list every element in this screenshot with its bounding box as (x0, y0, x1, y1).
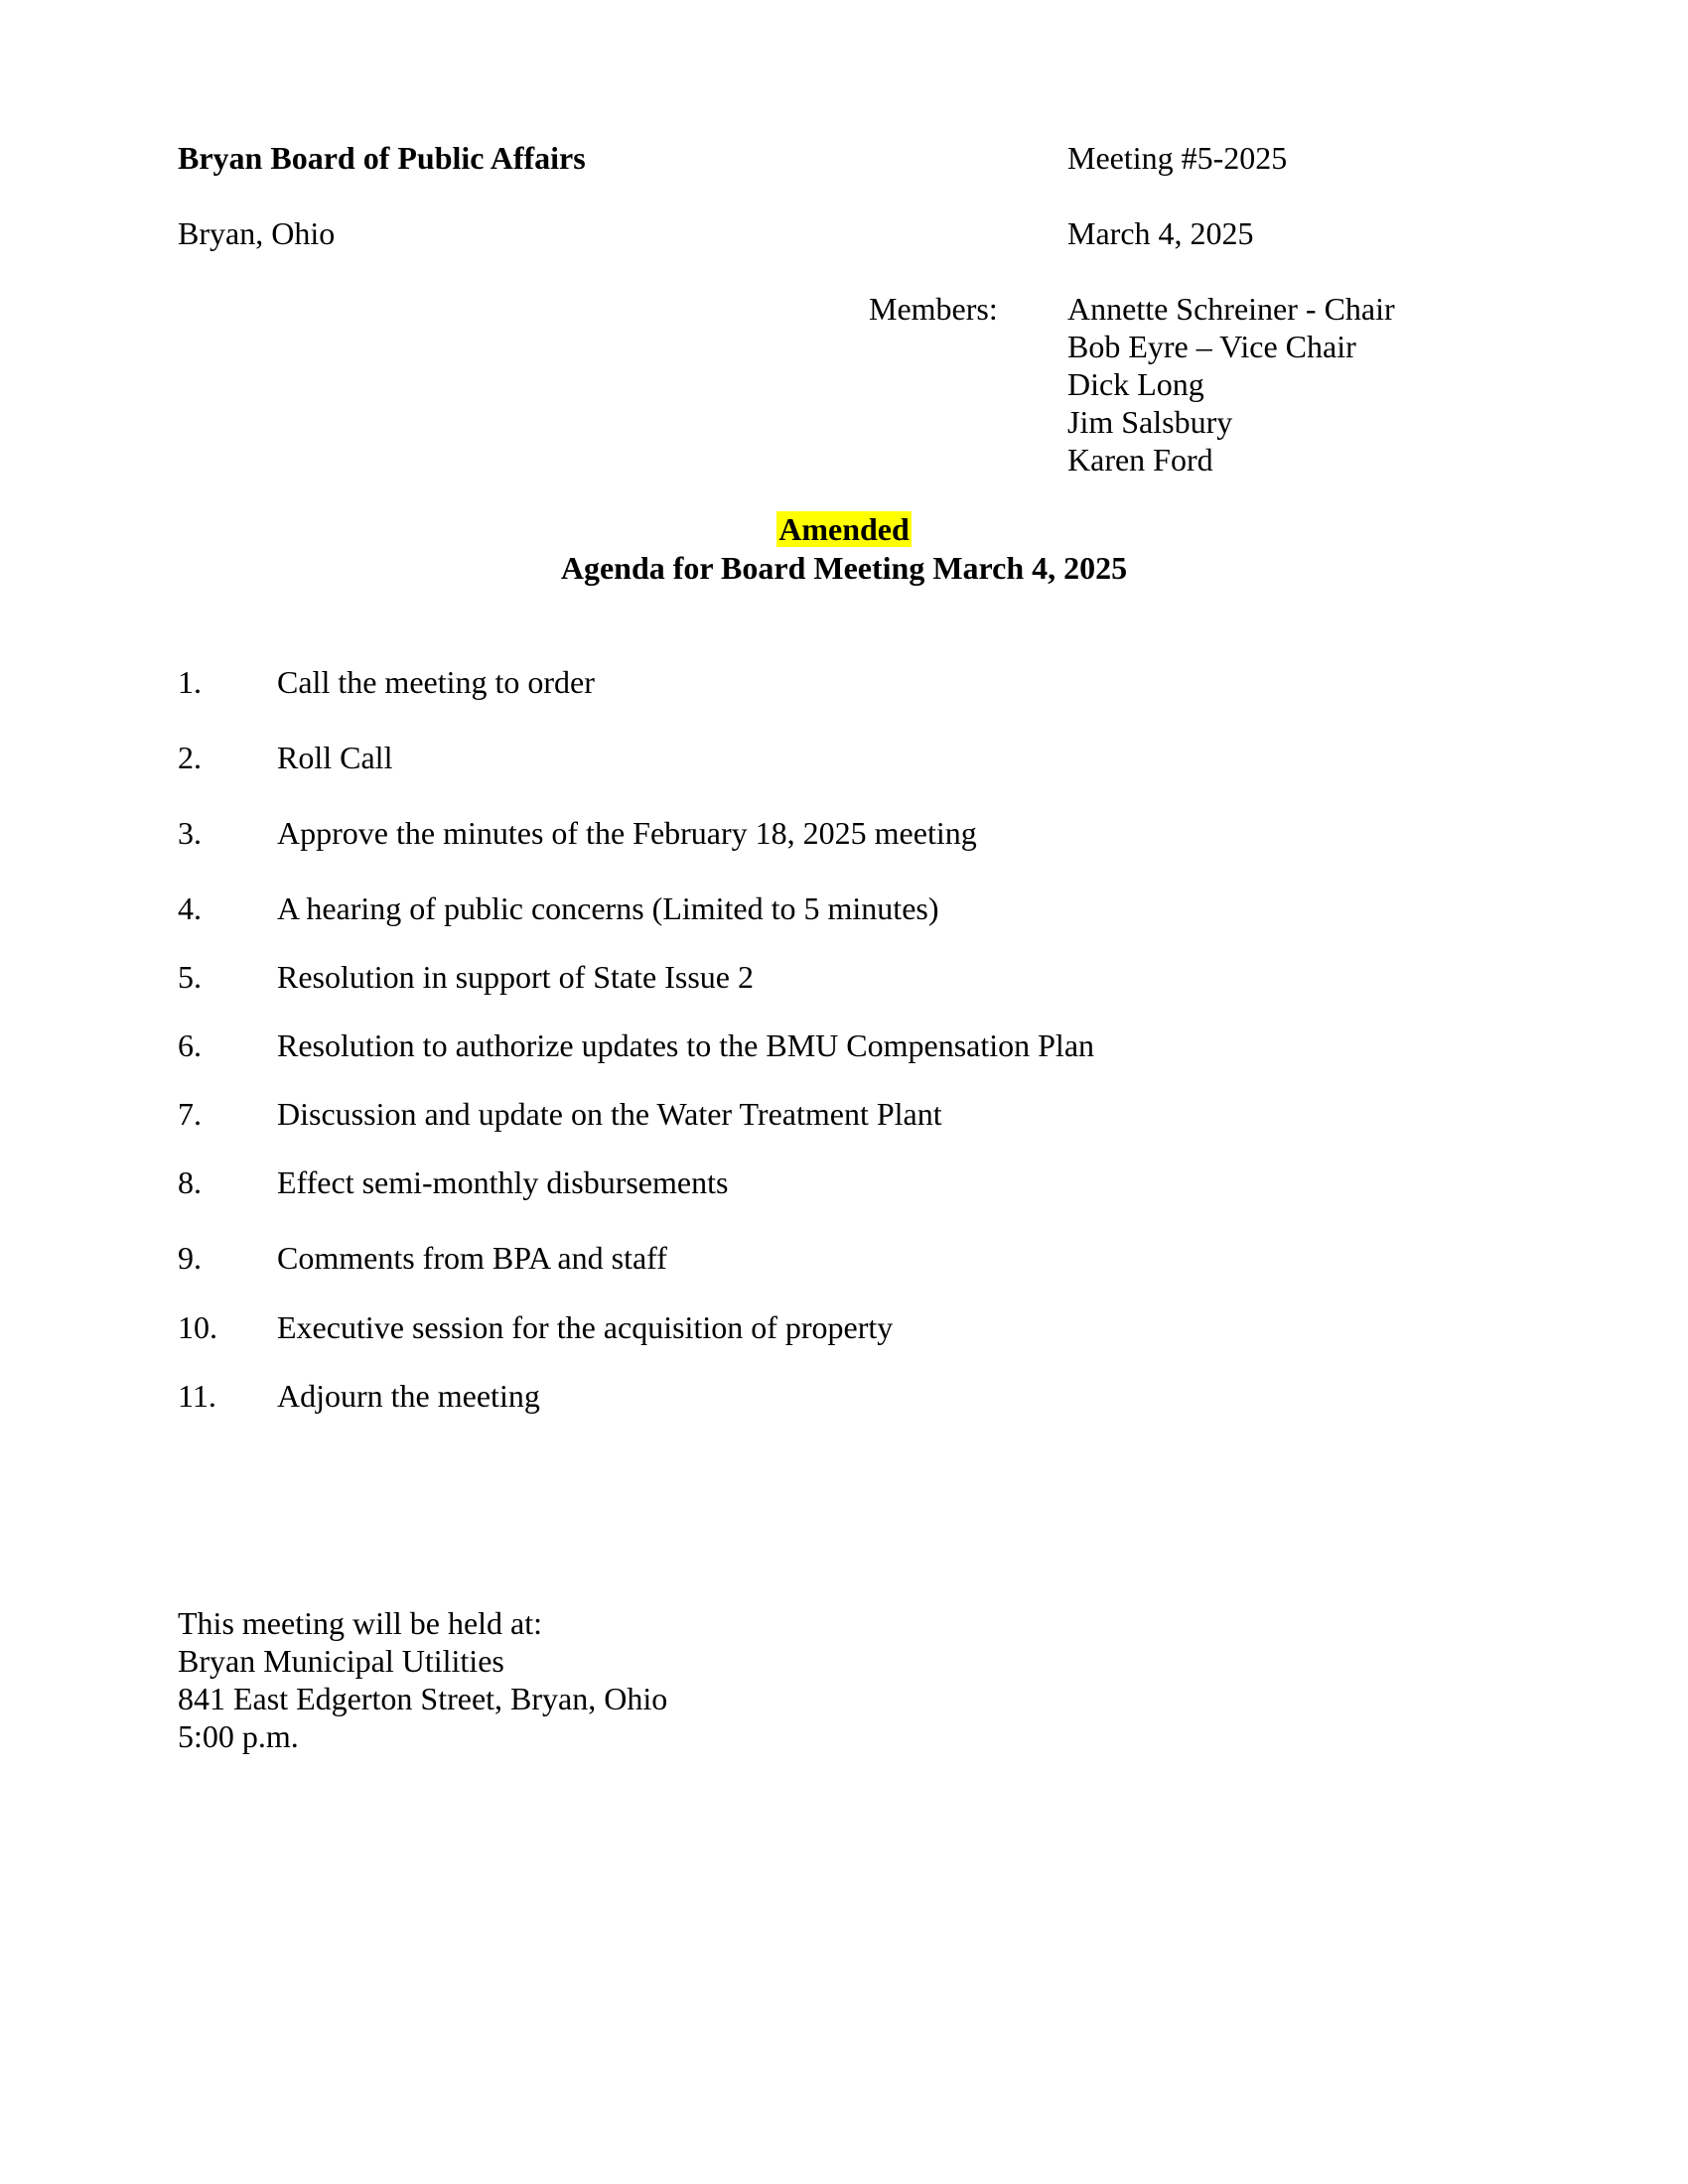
agenda-item (178, 814, 1469, 852)
agenda-title: Agenda for Board Meeting March 4, 2025 (560, 550, 1128, 586)
agenda-item-number: 8. (178, 1164, 202, 1200)
meeting-venue-block (178, 1604, 667, 1755)
agenda-item-number: 5. (178, 959, 202, 995)
agenda-item (178, 663, 1469, 701)
meeting-location: Bryan, Ohio (178, 215, 336, 251)
agenda-item-number: 6. (178, 1027, 202, 1063)
agenda-item (178, 1377, 1469, 1415)
agenda-item (178, 1308, 1469, 1346)
meeting-date: March 4, 2025 (1067, 215, 1254, 251)
agenda-item-number: 1. (178, 664, 202, 700)
agenda-item (178, 1026, 1469, 1064)
member-name: Annette Schreiner - Chair (1067, 291, 1395, 327)
venue-intro: This meeting will be held at: (178, 1605, 543, 1641)
agenda-item-number: 9. (178, 1240, 202, 1276)
agenda-item (178, 1239, 1469, 1277)
organization-name: Bryan Board of Public Affairs (178, 140, 586, 176)
agenda-item-text: Roll Call (277, 740, 393, 775)
member-name: Dick Long (1067, 366, 1204, 402)
agenda-item-number: 2. (178, 740, 202, 775)
agenda-item-text: Discussion and update on the Water Treatment Plant (277, 1096, 942, 1132)
agenda-item-text: Executive session for the acquisition of property (277, 1309, 894, 1345)
agenda-item-number: 3. (178, 815, 202, 851)
agenda-item (178, 889, 1469, 927)
agenda-item-number: 11. (178, 1378, 216, 1414)
agenda-item-number: 4. (178, 890, 202, 926)
agenda-item-text: Resolution in support of State Issue 2 (277, 959, 754, 995)
amended-highlight: Amended (778, 511, 910, 547)
member-name: Jim Salsbury (1067, 404, 1233, 440)
member-name: Karen Ford (1067, 442, 1213, 478)
agenda-item (178, 1163, 1469, 1201)
agenda-item-text: Approve the minutes of the February 18, 2025 meeting (277, 815, 977, 851)
venue-name: Bryan Municipal Utilities (178, 1643, 504, 1679)
meeting-time: 5:00 p.m. (178, 1718, 299, 1754)
agenda-item-number: 10. (178, 1309, 217, 1345)
agenda-item (178, 739, 1469, 776)
agenda-item-text: Call the meeting to order (277, 664, 595, 700)
venue-address: 841 East Edgerton Street, Bryan, Ohio (178, 1681, 668, 1716)
agenda-item-text: Resolution to authorize updates to the BMU Compensation Plan (277, 1027, 1095, 1063)
members-label: Members: (869, 291, 998, 327)
meeting-number: Meeting #5-2025 (1067, 140, 1288, 176)
member-name: Bob Eyre – Vice Chair (1067, 329, 1356, 364)
agenda-item (178, 1095, 1469, 1133)
members-list (1067, 290, 1395, 478)
agenda-item-number: 7. (178, 1096, 202, 1132)
agenda-item-text: Effect semi-monthly disbursements (277, 1164, 729, 1200)
agenda-item-text: Comments from BPA and staff (277, 1240, 667, 1276)
amended-notice (0, 510, 1688, 548)
agenda-item (178, 958, 1469, 996)
agenda-item-text: A hearing of public concerns (Limited to 5 minutes) (277, 890, 939, 926)
agenda-item-text: Adjourn the meeting (277, 1378, 540, 1414)
